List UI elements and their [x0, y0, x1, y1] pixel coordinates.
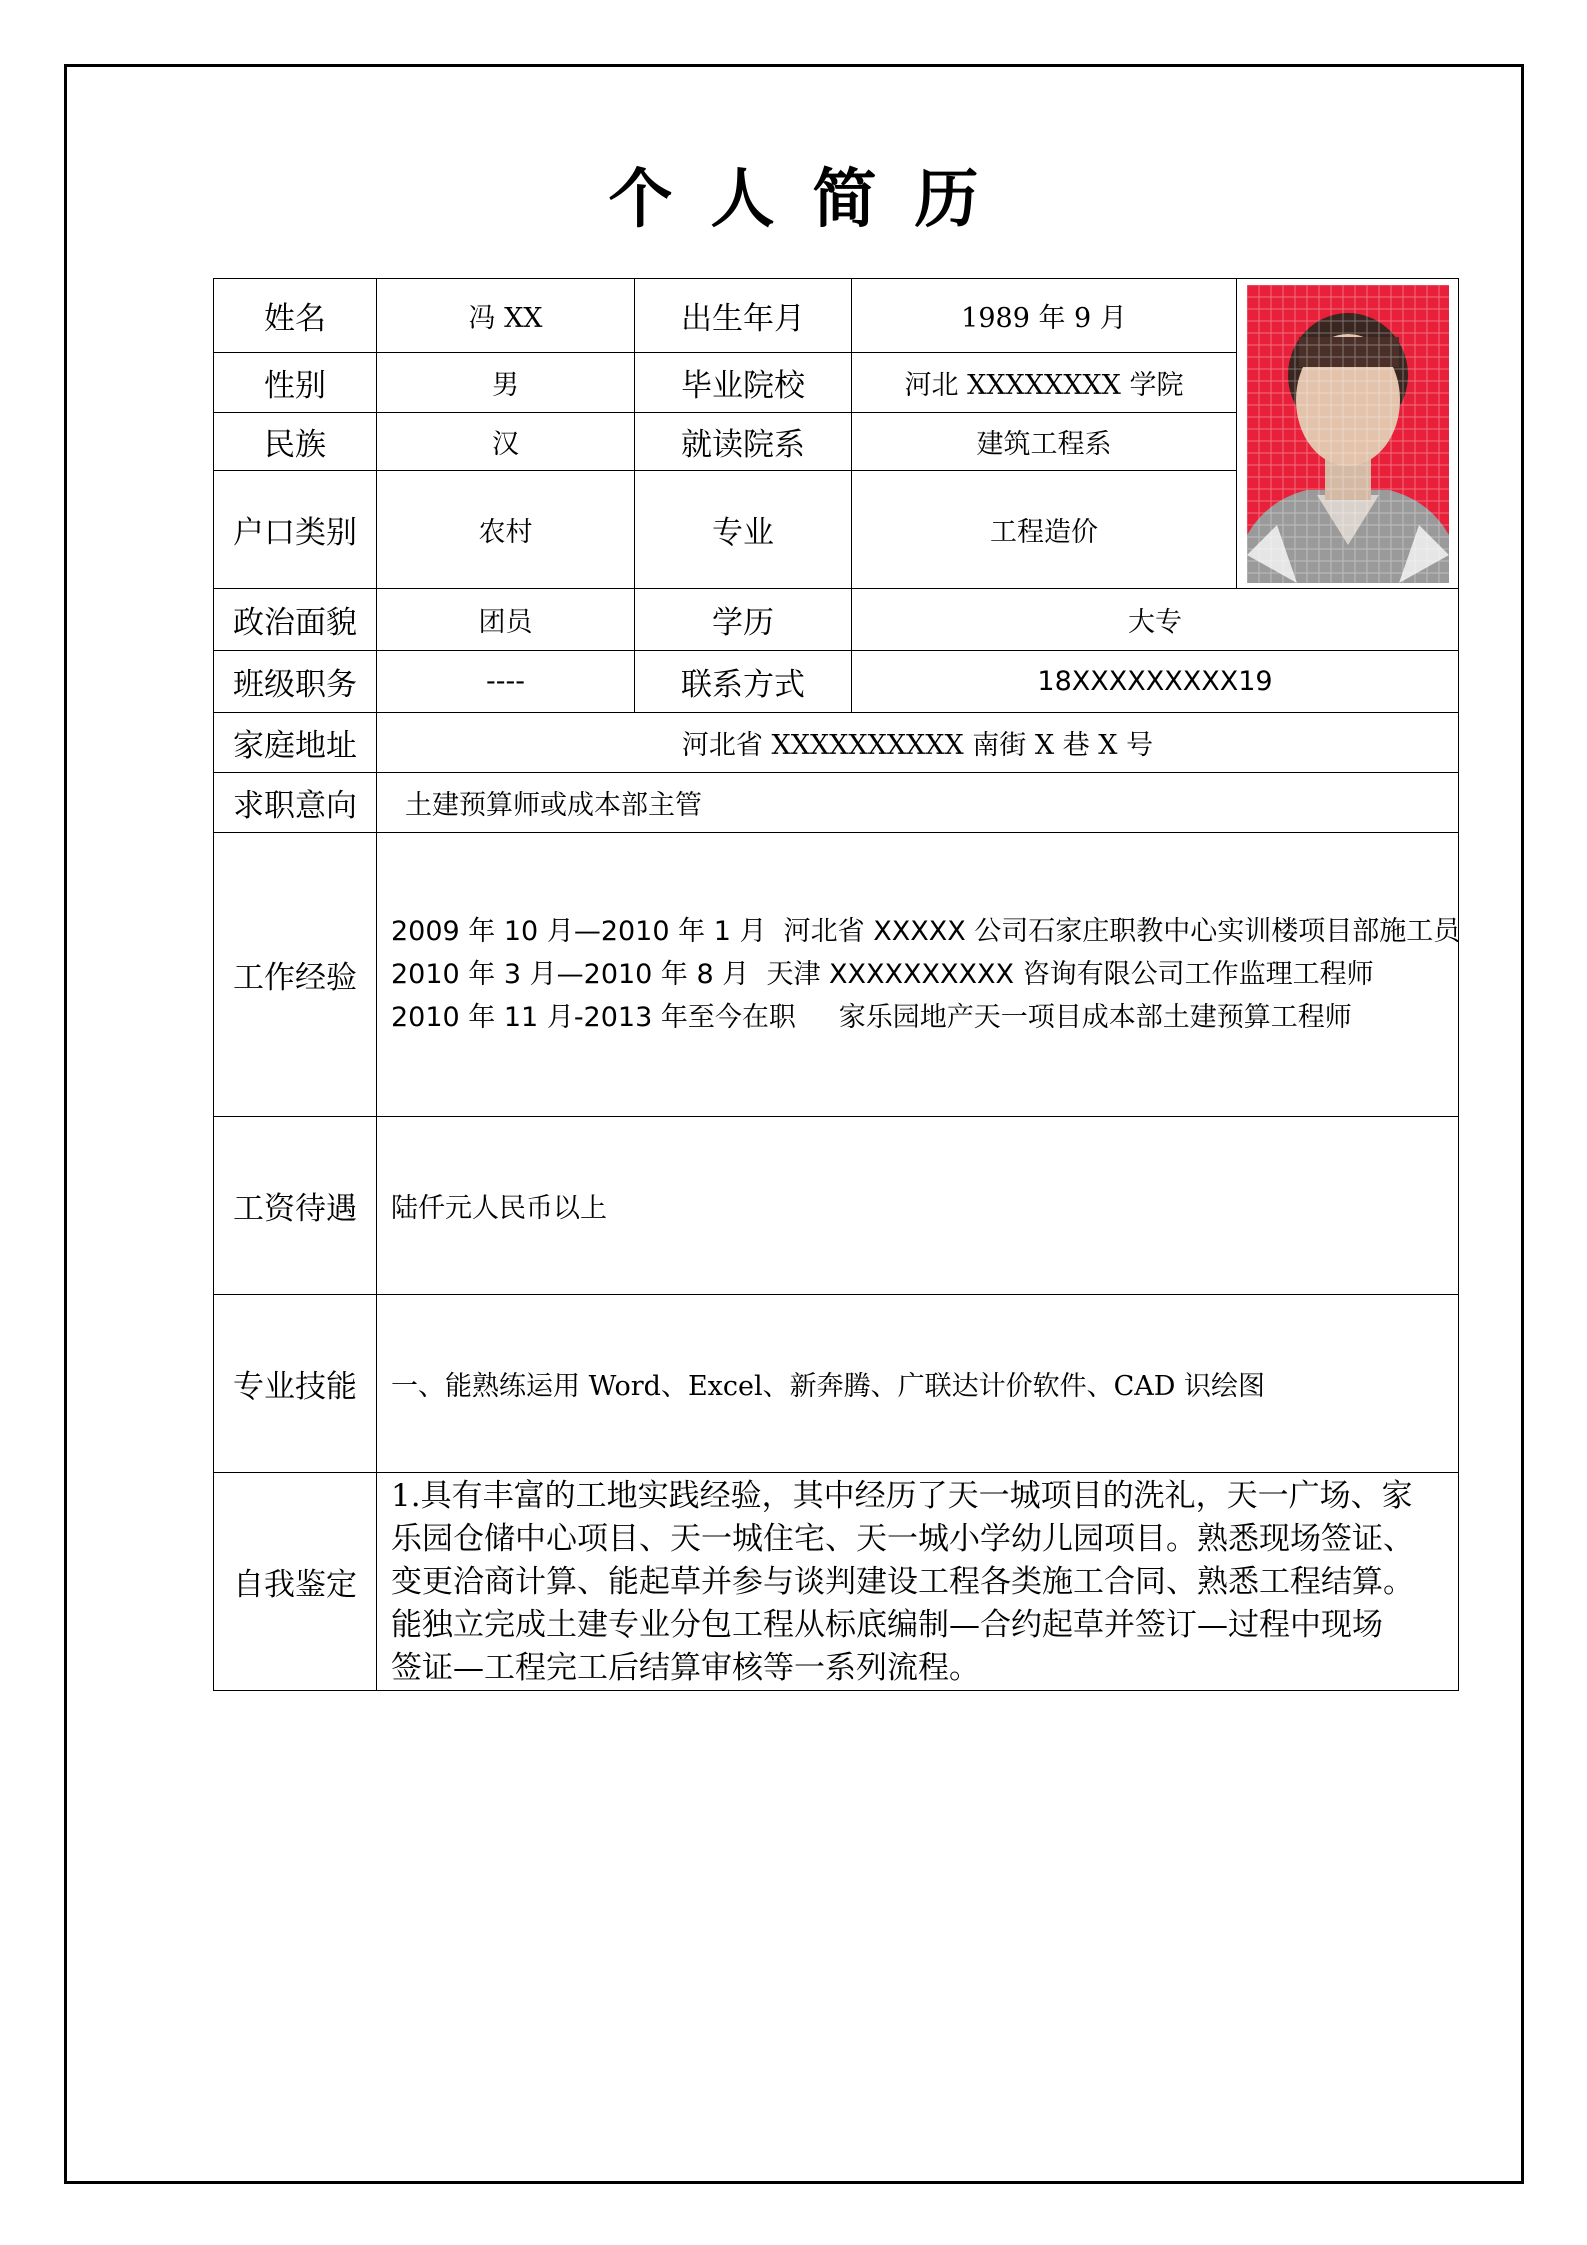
label-hukou: 户口类别	[214, 471, 377, 589]
value-objective: 土建预算师或成本部主管	[377, 773, 1459, 833]
label-skills: 专业技能	[214, 1295, 377, 1473]
profile-photo	[1247, 285, 1449, 583]
experience-line: 2009 年 10 月—2010 年 1 月 河北省 XXXXX 公司石家庄职教中心实训楼项目部施工员	[391, 916, 1461, 947]
value-ethnicity: 汉	[377, 413, 635, 471]
label-department: 就读院系	[635, 413, 852, 471]
row-salary	[214, 1117, 1459, 1295]
row-political	[214, 589, 1459, 651]
self-eval-line: 变更洽商计算、能起草并参与谈判建设工程各类施工合同、熟悉工程结算。	[391, 1564, 1414, 1600]
value-gender: 男	[377, 353, 635, 413]
value-experience	[377, 833, 1459, 1117]
label-school: 毕业院校	[635, 353, 852, 413]
value-name: 冯 XX	[377, 279, 635, 353]
document-title: 个人简历	[608, 162, 1017, 237]
row-class-role	[214, 651, 1459, 713]
row-experience	[214, 833, 1459, 1117]
self-eval-line: 签证—工程完工后结算审核等一系列流程。	[391, 1650, 980, 1686]
value-class-role: ----	[377, 651, 635, 713]
value-education: 大专	[852, 589, 1459, 651]
value-school: 河北 XXXXXXXX 学院	[852, 353, 1237, 413]
value-skills: 一、能熟练运用 Word、Excel、新奔腾、广联达计价软件、CAD 识绘图	[377, 1295, 1459, 1473]
label-address: 家庭地址	[214, 713, 377, 773]
label-ethnicity: 民族	[214, 413, 377, 471]
row-objective	[214, 773, 1459, 833]
self-eval-line: 能独立完成土建专业分包工程从标底编制—合约起草并签订—过程中现场	[391, 1607, 1383, 1643]
label-birth: 出生年月	[635, 279, 852, 353]
self-eval-line: 1.具有丰富的工地实践经验，其中经历了天一城项目的洗礼，天一广场、家	[391, 1478, 1413, 1514]
experience-line: 2010 年 3 月—2010 年 8 月 天津 XXXXXXXXXX 咨询有限公司工作监理工程师	[391, 959, 1374, 990]
value-major: 工程造价	[852, 471, 1237, 589]
label-experience: 工作经验	[214, 833, 377, 1117]
photo-cell	[1237, 279, 1459, 589]
row-address	[214, 713, 1459, 773]
row-name	[214, 279, 1459, 353]
value-political: 团员	[377, 589, 635, 651]
label-political: 政治面貌	[214, 589, 377, 651]
value-self-eval	[377, 1473, 1459, 1691]
value-department: 建筑工程系	[852, 413, 1237, 471]
label-major: 专业	[635, 471, 852, 589]
row-self-eval	[214, 1473, 1459, 1691]
label-education: 学历	[635, 589, 852, 651]
label-class-role: 班级职务	[214, 651, 377, 713]
label-name: 姓名	[214, 279, 377, 353]
resume-table	[213, 278, 1459, 1691]
self-eval-line: 乐园仓储中心项目、天一城住宅、天一城小学幼儿园项目。熟悉现场签证、	[391, 1521, 1414, 1557]
label-self-eval: 自我鉴定	[214, 1473, 377, 1691]
experience-line: 2010 年 11 月-2013 年至今在职 家乐园地产天一项目成本部土建预算工程师	[391, 1002, 1352, 1033]
value-hukou: 农村	[377, 471, 635, 589]
label-gender: 性别	[214, 353, 377, 413]
label-contact: 联系方式	[635, 651, 852, 713]
value-contact: 18XXXXXXXXX19	[852, 651, 1459, 713]
label-objective: 求职意向	[214, 773, 377, 833]
value-birth: 1989 年 9 月	[852, 279, 1237, 353]
label-salary: 工资待遇	[214, 1117, 377, 1295]
value-salary: 陆仟元人民币以上	[377, 1117, 1459, 1295]
row-skills	[214, 1295, 1459, 1473]
value-address: 河北省 XXXXXXXXXX 南街 X 巷 X 号	[377, 713, 1459, 773]
